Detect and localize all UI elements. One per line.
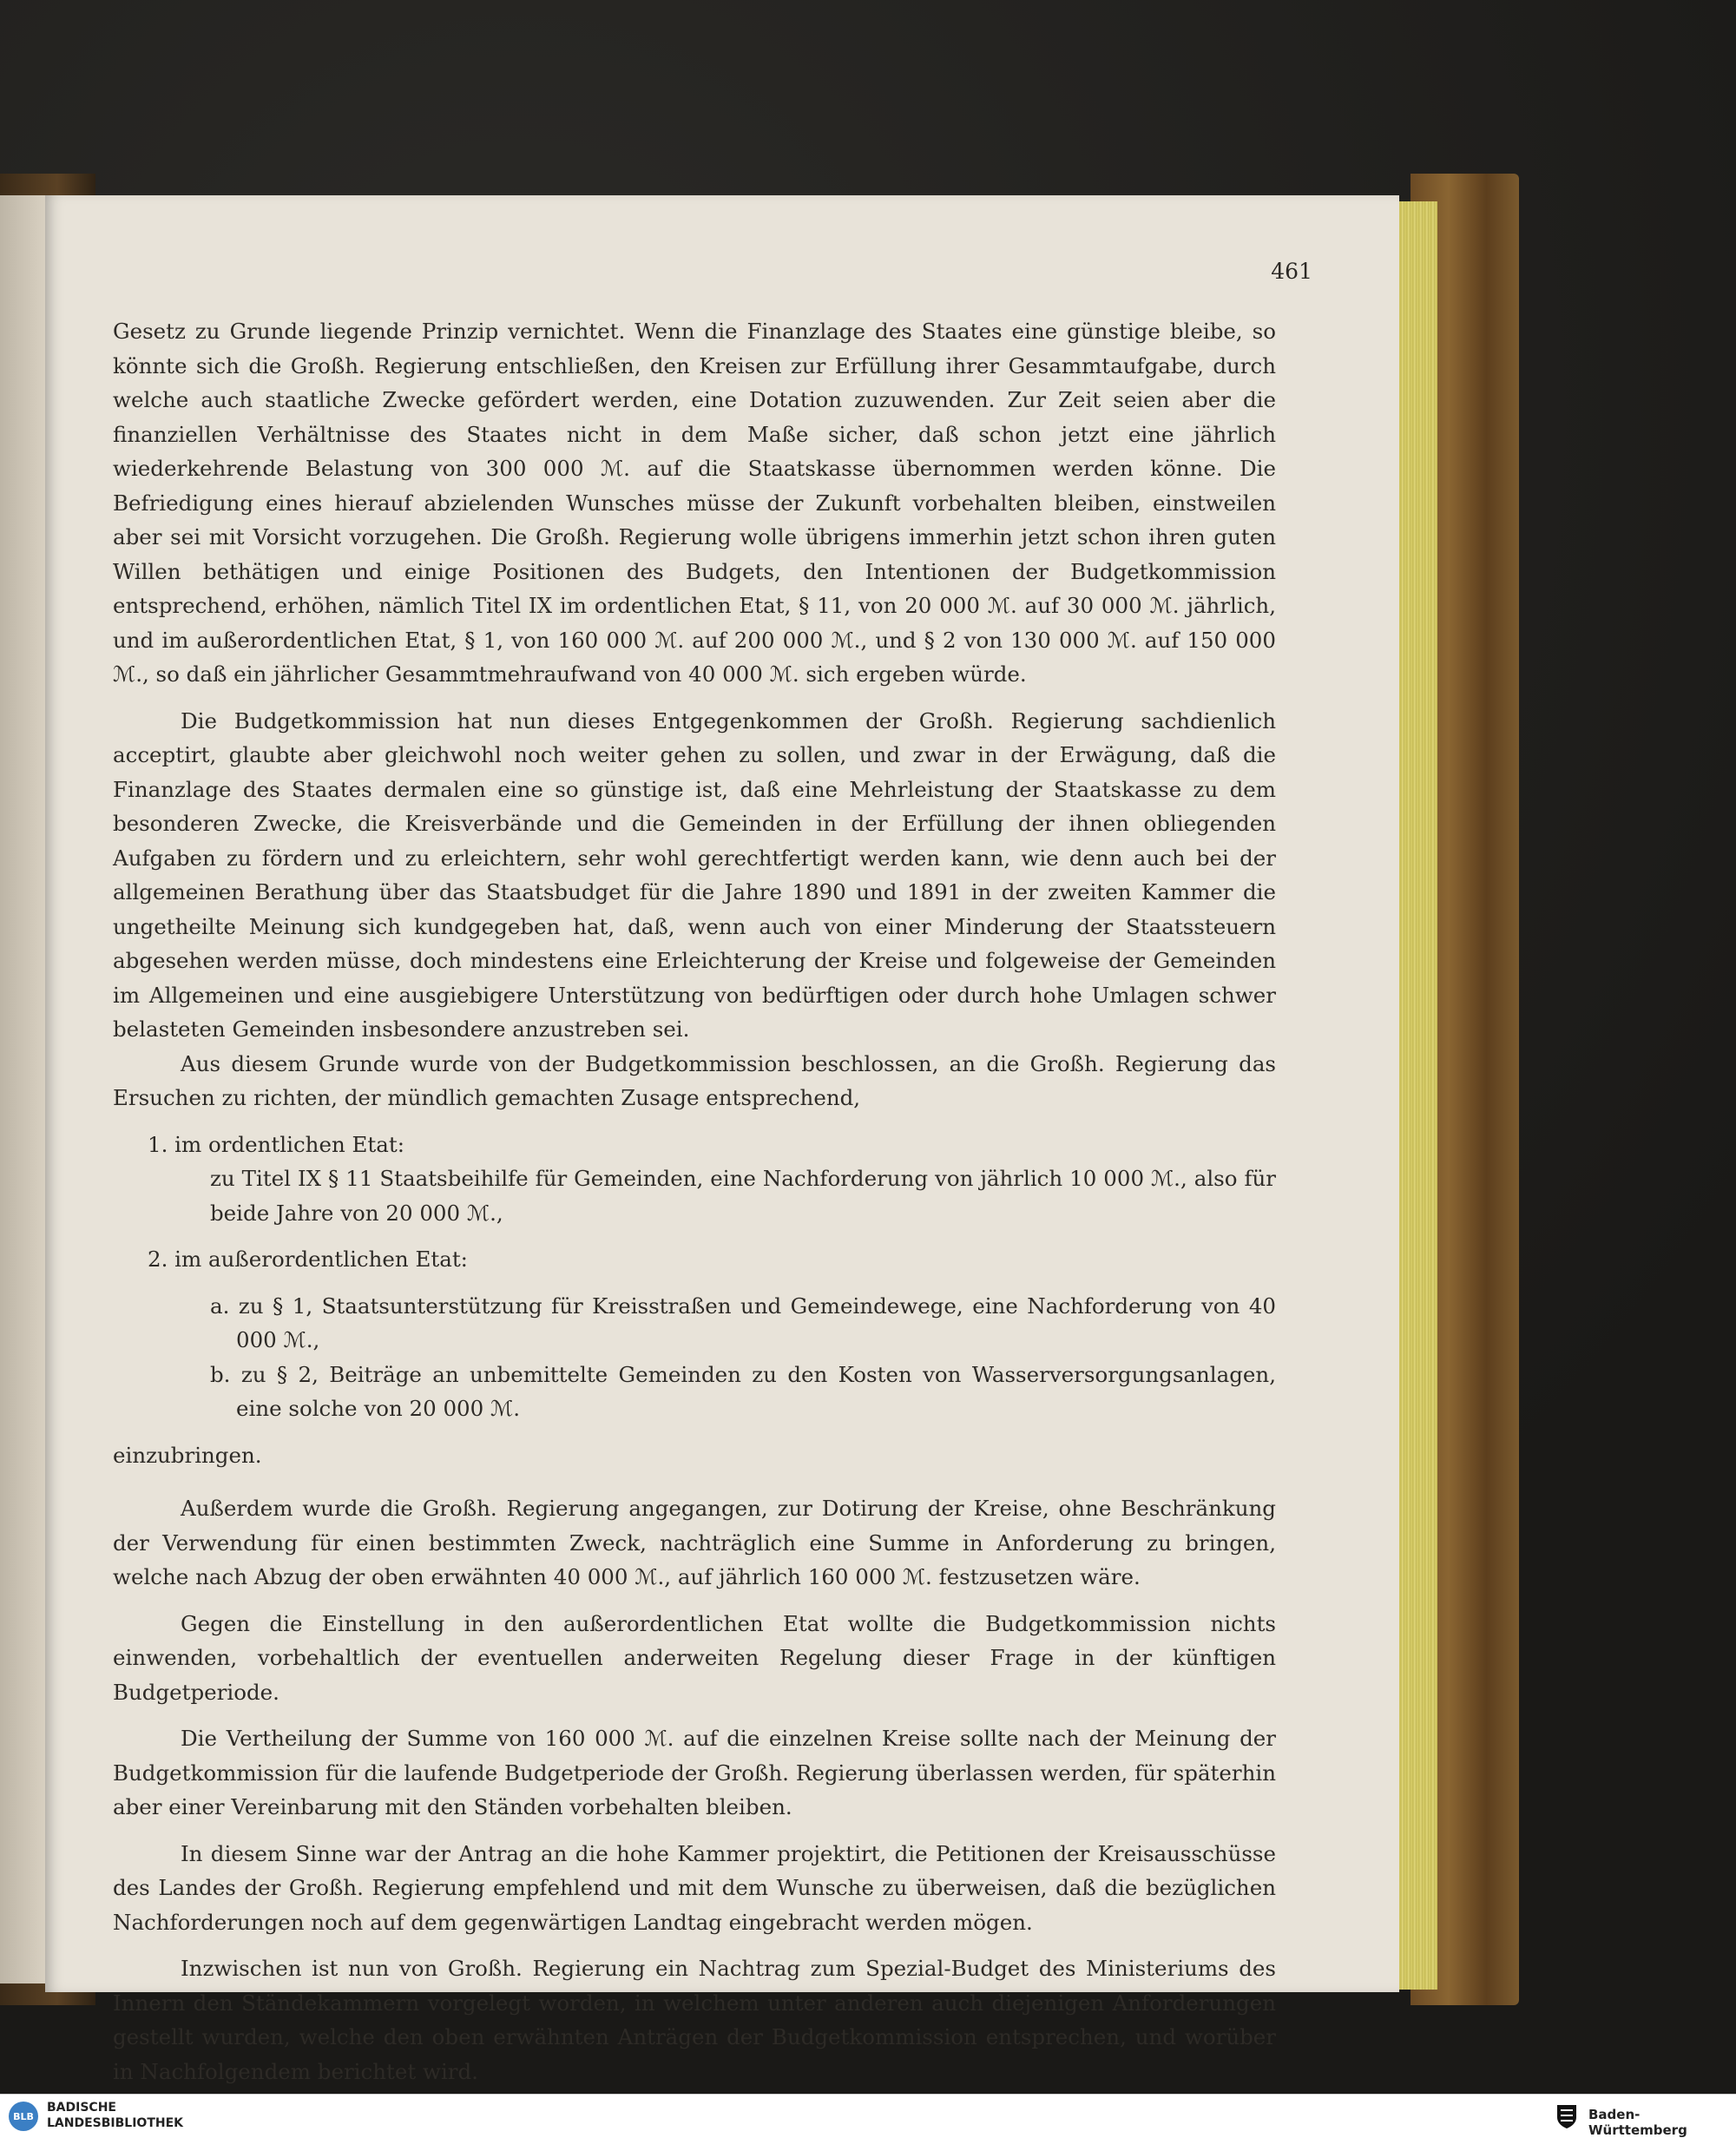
baden-wuerttemberg-name[interactable]: Baden-Württemberg <box>1588 2107 1687 2138</box>
paragraph-6: Die Vertheilung der Summe von 160 000 ℳ. auf die einzelnen Kreise sollte nach der Meinung der Budgetkommission für die laufende Budgetperiode der Großh. Regierung überlassen werden, für späterhin aber einer Vereinbarung mit den Ständen vorbehalten bleiben. <box>113 1726 1276 1819</box>
closing-word: einzubringen. <box>113 1442 262 1468</box>
paragraph-7: In diesem Sinne war der Antrag an die hohe Kammer projektirt, die Petitionen der Kreisausschüsse des Landes der Großh. Regierung empfehlend und mit dem Wunsche zu überweisen, daß die bezüglichen Nachforderungen noch auf dem gegenwärtigen Landtag eingebracht werden mögen. <box>113 1840 1276 1935</box>
list-item-1-label: 1. im ordentlichen Etat: <box>148 1131 404 1157</box>
paragraph-8: Inzwischen ist nun von Großh. Regierung ein Nachtrag zum Spezial-Budget des Ministeriums des Innern den Ständekammern vorgelegt worden, in welchem unter anderen auch diejenigen Anforderungen gestellt wurden, welche den oben erwähnten Anträgen der Budgetkommission entsprechen, und worüber in Nachfolgendem berichtet wird. <box>113 1956 1276 2084</box>
list-item-2b: b. zu § 2, Beiträge an unbemittelte Gemeinden zu den Kosten von Wasserversorgungsanlagen, eine solche von 20 000 ℳ. <box>210 1361 1276 1421</box>
paragraph-3: Aus diesem Grunde wurde von der Budgetkommission beschlossen, an die Großh. Regierung das Ersuchen zu richten, der mündlich gemachten Zusage entsprechend, <box>113 1050 1276 1110</box>
page-number: 461 <box>1271 259 1312 284</box>
blb-name-line-2: LANDESBIBLIOTHEK <box>47 2116 184 2130</box>
left-page-edge <box>0 195 45 1983</box>
blb-name[interactable] <box>47 2100 273 2131</box>
baden-wuerttemberg-crest-icon[interactable] <box>1552 2102 1581 2131</box>
paragraph-5: Gegen die Einstellung in den außerordentlichen Etat wollte die Budgetkommission nichts einwenden, vorbehaltlich der eventuellen anderweiten Regelung dieser Frage in der künftigen Budgetperiode. <box>113 1610 1276 1705</box>
paragraph-4: Außerdem wurde die Großh. Regierung angegangen, zur Dotirung der Kreise, ohne Beschränkung der Verwendung für einen bestimmten Zweck, nachträglich eine Summe in Anforderung zu bringen, welche nach Abzug der oben erwähnten 40 000 ℳ., auf jährlich 160 000 ℳ. festzusetzen wäre. <box>113 1496 1276 1589</box>
page-text <box>113 314 1276 2089</box>
blb-name-line-1: BADISCHE <box>47 2101 116 2115</box>
list-item-2-label: 2. im außerordentlichen Etat: <box>148 1247 468 1272</box>
paragraph-1: Gesetz zu Grunde liegende Prinzip vernichtet. Wenn die Finanzlage des Staates eine günstige bleibe, so könnte sich die Großh. Regierung entschließen, den Kreisen zur Erfüllung ihrer Gesammtaufgabe, durch welche auch staatliche Zwecke gefördert werden, eine Dotation zuzuwenden. Zur Zeit seien aber die finanziellen Verhältnisse des Staates nicht in dem Maße sicher, daß schon jetzt eine jährlich wiederkehrende Belastung von 300 000 ℳ. auf die Staatskasse übernommen werden könne. Die Befriedigung eines hierauf abzielenden Wunsches müsse der Zukunft vorbehalten bleiben, einstweilen aber sei mit Vorsicht vorzugehen. Die Großh. Regierung wolle übrigens immerhin jetzt schon ihren guten Willen bethätigen und einige Positionen des Budgets, den Intentionen der Budgetkommission entsprechend, erhöhen, nämlich Titel IX im ordentlichen Etat, § 11, von 20 000 ℳ. auf 30 000 ℳ. jährlich, und im außerordentlichen Etat, § 1, von 160 000 ℳ. auf 200 000 ℳ., und § 2 von 130 000 ℳ. auf 150 000 ℳ., so daß ein jährlicher Gesammtmehraufwand von 40 000 ℳ. sich ergeben würde. <box>113 319 1276 687</box>
blb-logo-text: BLB <box>13 2110 34 2122</box>
list-item-2a: a. zu § 1, Staatsunterstützung für Kreisstraßen und Gemeindewege, eine Nachforderung von 40 000 ℳ., <box>210 1293 1276 1352</box>
footer-bar <box>0 2094 1736 2138</box>
paragraph-2: Die Budgetkommission hat nun dieses Entgegenkommen der Großh. Regierung sachdienlich acceptirt, glaubte aber gleichwohl noch weiter gehen zu sollen, und zwar in der Erwägung, daß die Finanzlage des Staates dermalen eine so günstige ist, daß eine Mehrleistung der Staatskasse zu dem besonderen Zwecke, die Kreisverbände und die Gemeinden in der Erfüllung der ihnen obliegenden Aufgaben zu fördern und zu erleichtern, sehr wohl gerechtfertigt werden kann, wie denn auch bei der allgemeinen Berathung über das Staatsbudget für die Jahre 1890 und 1891 in der zweiten Kammer die ungetheilte Meinung sich kundgegeben hat, daß, wenn auch von einer Minderung der Staatssteuern abgesehen werden müsse, doch mindestens eine Erleichterung der Kreise und folgeweise der Gemeinden im Allgemeinen und eine ausgiebigere Unterstützung von bedürftigen oder durch hohe Umlagen schwer belasteten Gemeinden insbesondere anzustreben sei. <box>113 707 1276 1042</box>
blb-logo-icon[interactable] <box>9 2102 38 2131</box>
list-item-1-text: zu Titel IX § 11 Staatsbeihilfe für Gemeinden, eine Nachforderung von jährlich 10 000 ℳ., also für beide Jahre von 20 000 ℳ., <box>210 1166 1276 1226</box>
